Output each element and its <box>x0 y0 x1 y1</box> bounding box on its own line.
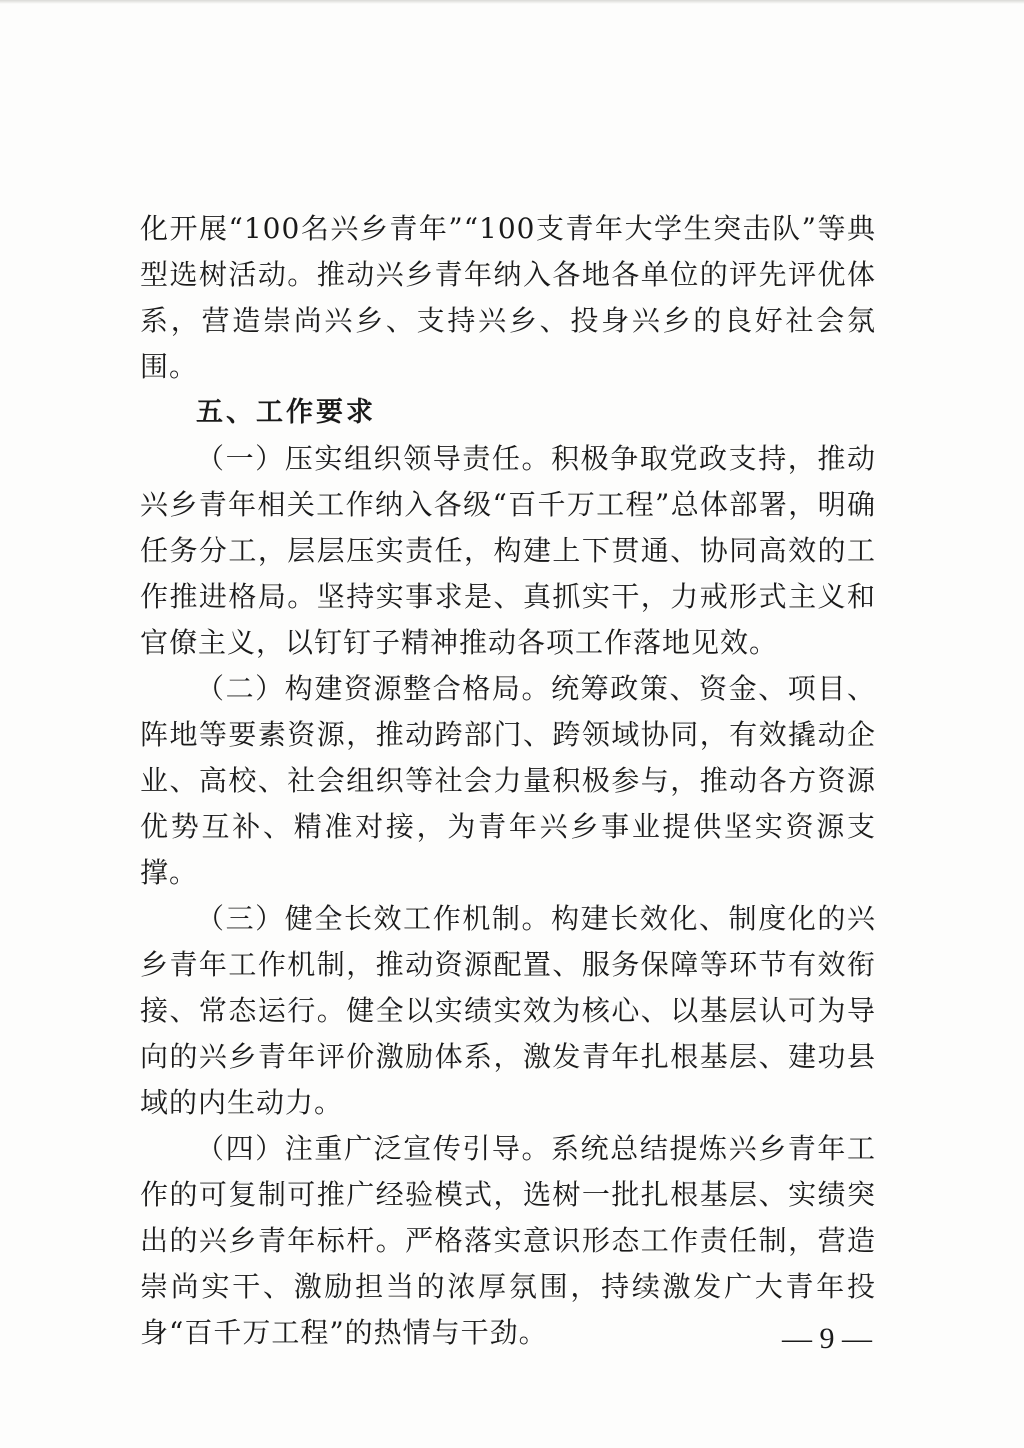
paragraph-continuation: 化开展“100名兴乡青年”“100支青年大学生突击队”等典型选树活动。推动兴乡青年纳入各地各单位的评先评优体系，营造崇尚兴乡、支持兴乡、投身兴乡的良好社会氛围。 <box>140 212 876 383</box>
paragraph-item-2: （二）构建资源整合格局。统筹政策、资金、项目、阵地等要素资源，推动跨部门、跨领域协同，有效撬动企业、高校、社会组织等社会力量积极参与，推动各方资源优势互补、精准对接，为青年兴乡事业提供坚实资源支撑。 <box>140 672 876 889</box>
section-heading-work-requirements: 五、工作要求 <box>196 397 376 428</box>
paragraph-item-3: （三）健全长效工作机制。构建长效化、制度化的兴乡青年工作机制，推动资源配置、服务保障等环节有效衔接、常态运行。健全以实绩实效为核心、以基层认可为导向的兴乡青年评价激励体系，激发青年扎根基层、建功县域的内生动力。 <box>140 902 876 1119</box>
paragraph-item-4: （四）注重广泛宣传引导。系统总结提炼兴乡青年工作的可复制可推广经验模式，选树一批扎根基层、实绩突出的兴乡青年标杆。严格落实意识形态工作责任制，营造崇尚实干、激励担当的浓厚氛围，持续激发广大青年投身“百千万工程”的热情与干劲。 <box>140 1132 876 1349</box>
body-text <box>140 206 876 1356</box>
scan-top-edge <box>0 0 1024 4</box>
page-number: — 9 — <box>782 1322 872 1355</box>
paragraph-item-1: （一）压实组织领导责任。积极争取党政支持，推动兴乡青年相关工作纳入各级“百千万工程”总体部署，明确任务分工，层层压实责任，构建上下贯通、协同高效的工作推进格局。坚持实事求是、真抓实干，力戒形式主义和官僚主义，以钉钉子精神推动各项工作落地见效。 <box>140 442 876 659</box>
